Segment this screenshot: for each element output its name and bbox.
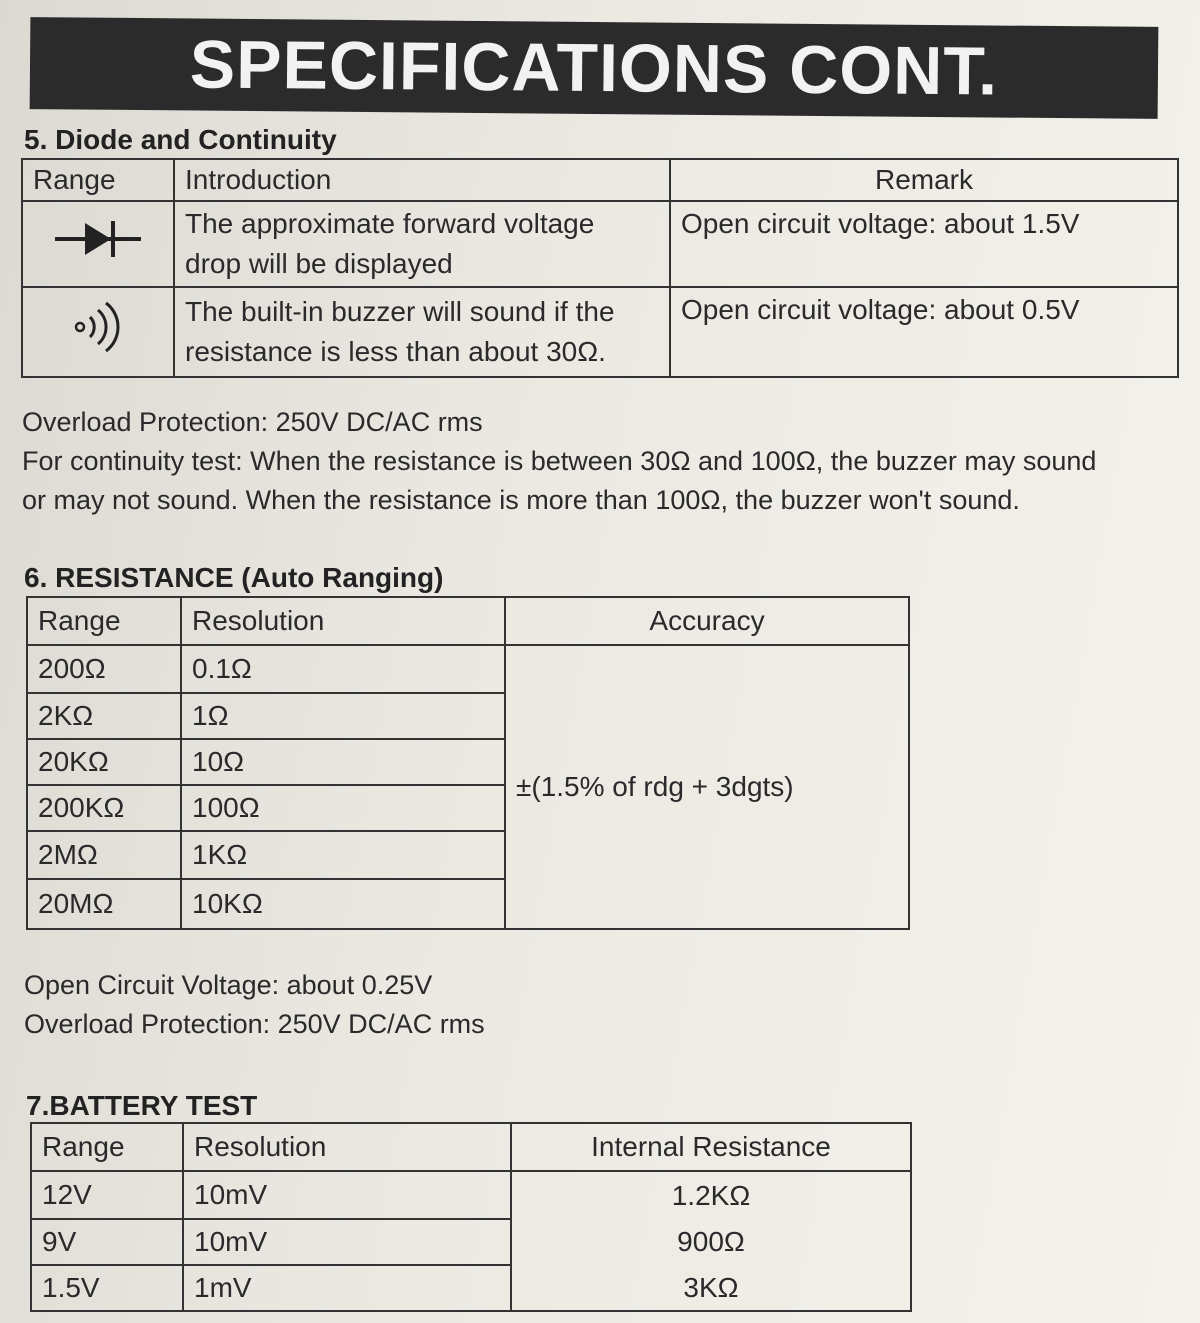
resistance-table <box>26 596 910 930</box>
diode-intro-line2: drop will be displayed <box>185 248 453 279</box>
overload-protection-note: Overload Protection: 250V DC/AC rms <box>22 407 483 437</box>
buzzer-intro-line1: The built-in buzzer will sound if the <box>185 296 615 327</box>
diode-continuity-table <box>21 158 1179 378</box>
banner-title: SPECIFICATIONS CONT. <box>189 26 999 110</box>
header-resolution: Resolution <box>181 597 505 645</box>
header-resolution: Resolution <box>183 1123 511 1171</box>
diode-symbol-cell <box>22 201 174 287</box>
diode-intro-line1: The approximate forward voltage <box>185 208 595 239</box>
resolution-cell: 1KΩ <box>181 831 505 879</box>
header-introduction: Introduction <box>174 159 670 201</box>
table-header-row <box>31 1123 911 1171</box>
resolution-cell: 1mV <box>183 1265 511 1311</box>
internal-resistance-cell: 1.2KΩ <box>511 1171 911 1219</box>
header-range: Range <box>22 159 174 201</box>
resolution-cell: 100Ω <box>181 785 505 831</box>
table-row <box>31 1219 911 1265</box>
header-remark: Remark <box>670 159 1178 201</box>
section-diode-heading: 5. Diode and Continuity <box>24 124 337 155</box>
continuity-note-line1: For continuity test: When the resistance is between 30Ω and 100Ω, the buzzer may sound <box>22 446 1097 476</box>
section-resistance-heading: 6. RESISTANCE (Auto Ranging) <box>24 562 444 593</box>
range-cell: 9V <box>31 1219 183 1265</box>
resolution-cell: 10KΩ <box>181 879 505 929</box>
buzzer-intro-line2: resistance is less than about 30Ω. <box>185 336 606 367</box>
range-cell: 200Ω <box>27 645 181 693</box>
resolution-cell: 10mV <box>183 1219 511 1265</box>
buzzer-introduction <box>174 287 670 377</box>
accuracy-cell: ±(1.5% of rdg + 3dgts) <box>505 645 909 929</box>
resistance-notes <box>24 966 924 1044</box>
specifications-banner <box>30 17 1159 119</box>
header-range: Range <box>27 597 181 645</box>
table-header-row <box>27 597 909 645</box>
battery-test-table <box>30 1122 912 1312</box>
table-header-row <box>22 159 1178 201</box>
table-row <box>27 645 909 693</box>
open-circuit-voltage-note: Open Circuit Voltage: about 0.25V <box>24 970 433 1000</box>
table-row <box>22 201 1178 287</box>
continuity-note-line2: or may not sound. When the resistance is more than 100Ω, the buzzer won't sound. <box>22 485 1020 515</box>
section-battery-heading: 7.BATTERY TEST <box>26 1090 258 1121</box>
range-cell: 2MΩ <box>27 831 181 879</box>
buzzer-sound-icon <box>68 297 128 357</box>
buzzer-remark: Open circuit voltage: about 0.5V <box>670 287 1178 377</box>
range-cell: 12V <box>31 1171 183 1219</box>
header-range: Range <box>31 1123 183 1171</box>
resolution-cell: 10Ω <box>181 739 505 785</box>
range-cell: 20KΩ <box>27 739 181 785</box>
table-row <box>31 1171 911 1219</box>
table-row <box>22 287 1178 377</box>
overload-protection-note: Overload Protection: 250V DC/AC rms <box>24 1009 485 1039</box>
range-cell: 1.5V <box>31 1265 183 1311</box>
internal-resistance-cell: 3KΩ <box>511 1265 911 1311</box>
diode-introduction <box>174 201 670 287</box>
diode-notes <box>22 403 1192 520</box>
diode-symbol-icon <box>53 217 143 261</box>
header-internal-resistance: Internal Resistance <box>511 1123 911 1171</box>
range-cell: 20MΩ <box>27 879 181 929</box>
resolution-cell: 0.1Ω <box>181 645 505 693</box>
table-row <box>31 1265 911 1311</box>
resolution-cell: 1Ω <box>181 693 505 739</box>
range-cell: 2KΩ <box>27 693 181 739</box>
resolution-cell: 10mV <box>183 1171 511 1219</box>
buzzer-symbol-cell <box>22 287 174 377</box>
range-cell: 200KΩ <box>27 785 181 831</box>
header-accuracy: Accuracy <box>505 597 909 645</box>
diode-remark: Open circuit voltage: about 1.5V <box>670 201 1178 287</box>
internal-resistance-cell: 900Ω <box>511 1219 911 1265</box>
